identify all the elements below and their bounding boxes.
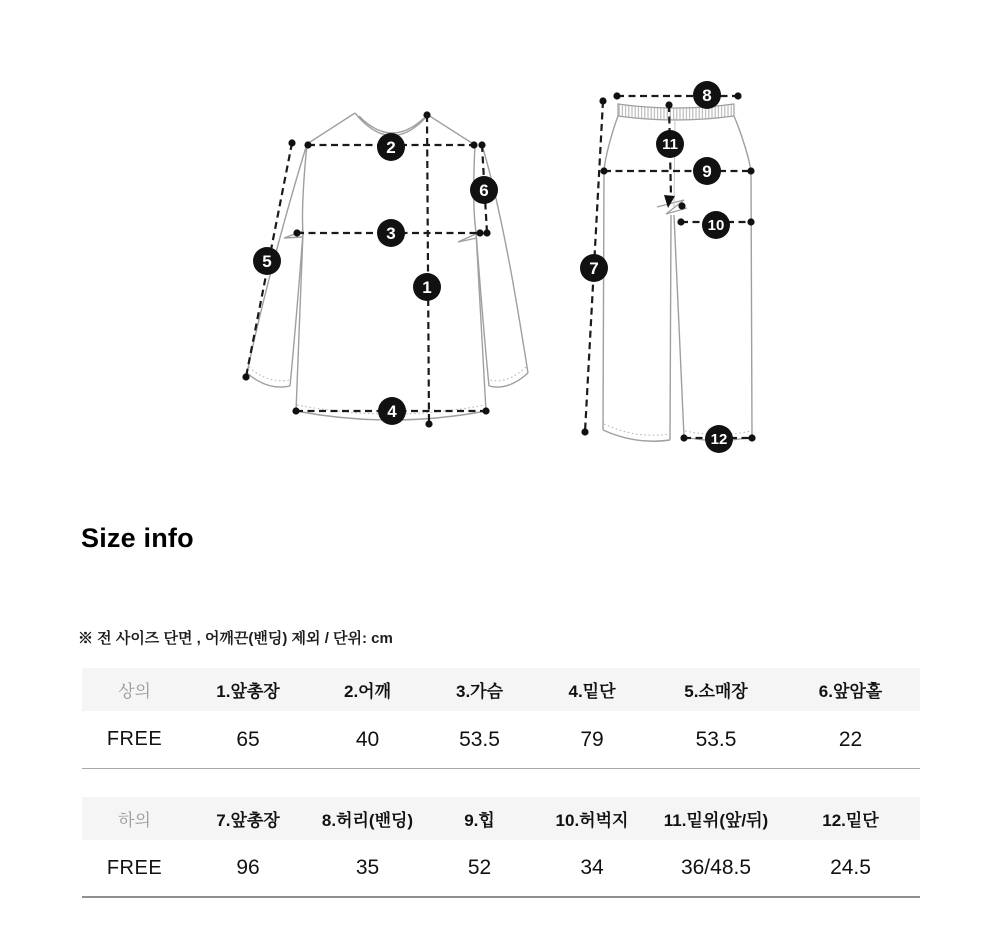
- column-header: 1.앞총장: [216, 682, 280, 701]
- size-table-top-row: [82, 711, 920, 769]
- size-table-bottom-row: [82, 840, 920, 898]
- measurement-value: 52: [467, 856, 492, 879]
- marker-11: [656, 130, 684, 158]
- size-label: FREE: [106, 728, 163, 750]
- marker-12: [705, 425, 733, 453]
- svg-text:1: 1: [422, 278, 432, 297]
- measurement-value: 40: [355, 727, 380, 751]
- svg-text:3: 3: [386, 224, 396, 243]
- measurement-value: 96: [236, 856, 260, 879]
- size-table-top: [82, 668, 920, 769]
- marker-3: [377, 219, 405, 247]
- measurement-value: 22: [838, 727, 863, 751]
- column-header: 4.밑단: [568, 682, 616, 701]
- svg-text:2: 2: [386, 138, 396, 157]
- column-header: 9.힙: [464, 811, 495, 830]
- column-header: 7.앞총장: [216, 811, 280, 830]
- measurement-value: 65: [236, 727, 260, 751]
- marker-7: [580, 254, 608, 282]
- marker-9: [693, 157, 721, 185]
- page-title: Size info: [81, 523, 194, 553]
- size-table-bottom-header: [82, 797, 920, 840]
- marker-2: [377, 133, 405, 161]
- svg-text:12: 12: [710, 431, 728, 448]
- svg-text:8: 8: [702, 86, 712, 105]
- column-header: 10.허벅지: [555, 811, 629, 830]
- size-table-bottom: [82, 797, 920, 898]
- column-header: 3.가슴: [455, 682, 504, 701]
- column-header: 6.앞암홀: [818, 682, 883, 701]
- column-header: 2.어깨: [343, 682, 392, 701]
- svg-text:11: 11: [662, 136, 678, 153]
- column-header: 8.허리(밴딩): [321, 811, 414, 830]
- column-header: 12.밑단: [822, 811, 879, 830]
- size-table-top-header: [82, 668, 920, 711]
- category-label: 상의: [118, 682, 151, 701]
- measurement-value: 53.5: [695, 727, 737, 751]
- column-header: 11.밑위(앞/뒤): [663, 811, 769, 830]
- svg-text:9: 9: [702, 162, 712, 181]
- category-label: 하의: [118, 811, 151, 830]
- measurement-value: 35: [355, 856, 380, 879]
- measurement-value: 34: [580, 856, 604, 879]
- svg-text:10: 10: [707, 217, 725, 234]
- size-note: ※ 전 사이즈 단면 , 어깨끈(밴딩) 제외 / 단위: cm: [78, 630, 393, 647]
- marker-1: [413, 273, 441, 301]
- marker-5: [253, 247, 281, 275]
- marker-4: [378, 397, 406, 425]
- marker-8: [693, 81, 721, 109]
- size-label: FREE: [106, 856, 163, 879]
- marker-6: [470, 176, 498, 204]
- measurement-value: 36/48.5: [680, 856, 752, 879]
- marker-10: [702, 211, 730, 239]
- measurement-value: 79: [580, 727, 604, 751]
- svg-text:7: 7: [589, 259, 599, 278]
- measurement-value: 24.5: [830, 856, 871, 879]
- column-header: 5.소매장: [684, 682, 748, 701]
- svg-text:5: 5: [262, 252, 272, 271]
- svg-text:4: 4: [387, 402, 397, 421]
- svg-text:6: 6: [479, 181, 489, 200]
- measurement-value: 53.5: [459, 727, 500, 751]
